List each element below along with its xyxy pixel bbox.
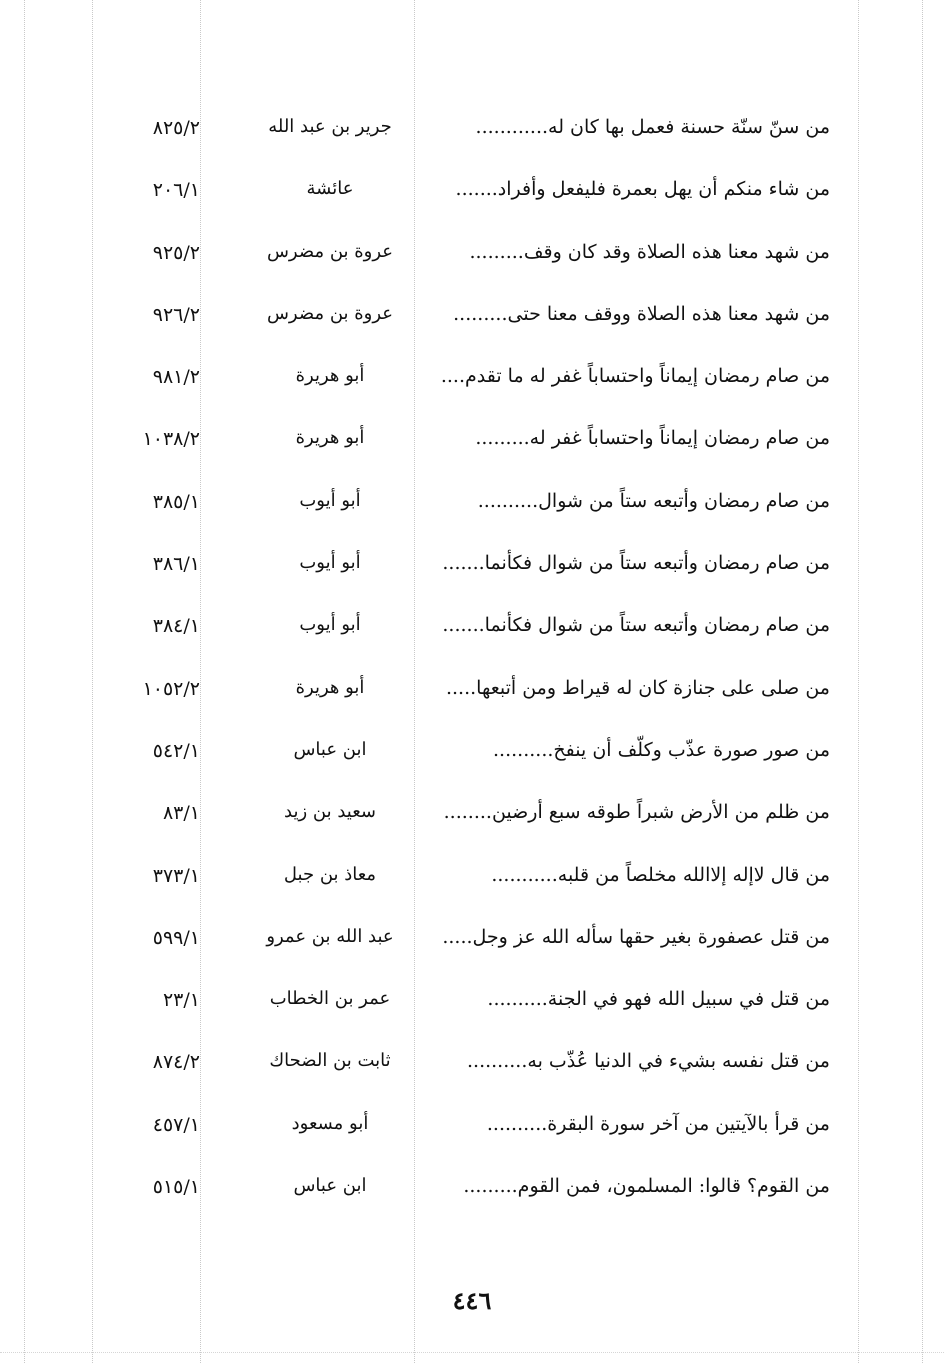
index-entry <box>100 725 830 787</box>
hadith-text: من قتل عصفورة بغير حقها سأله الله عز وجل..... <box>442 925 830 948</box>
narrator-name: عائشة <box>306 178 354 200</box>
hadith-text: من صام رمضان وأتبعه ستاً من شوال فكأنما....... <box>442 552 830 575</box>
volume-page-ref: ٢٠٦/١ <box>152 179 200 202</box>
hadith-text: من قال لاإله إلاالله مخلصاً من قلبه........... <box>491 863 830 886</box>
hadith-text: من صام رمضان إيماناً واحتساباً غفر له......... <box>475 427 830 450</box>
narrator-name: جرير بن عبد الله <box>268 116 392 137</box>
hadith-text: من ظلم من الأرض شبراً طوقه سبع أرضين........ <box>443 801 830 824</box>
page-number: ٤٤٦ <box>452 1286 492 1315</box>
narrator-name: أبو أيوب <box>299 489 361 511</box>
hadith-text: من قتل في سبيل الله فهو في الجنة.......... <box>487 988 830 1011</box>
volume-page-ref: ٣٨٦/١ <box>152 553 200 576</box>
narrator-name: أبو هريرة <box>295 676 365 698</box>
hadith-text: من شهد معنا هذه الصلاة وقد كان وقف......... <box>469 240 830 263</box>
narrator-name: عروة بن مضرس <box>266 240 394 262</box>
hadith-text: من سنّ سنّة حسنة فعمل بها كان له............ <box>475 116 830 138</box>
volume-page-ref: ٥٩٩/١ <box>152 926 200 949</box>
index-entry <box>100 850 830 912</box>
scan-guide-line <box>0 1352 944 1353</box>
narrator-name: ابن عباس <box>293 1175 367 1197</box>
scan-guide-line <box>92 0 93 1363</box>
volume-page-ref: ٩٨١/٢ <box>152 366 200 389</box>
hadith-text: من صام رمضان وأتبعه ستاً من شوال فكأنما....... <box>442 614 830 637</box>
index-entry <box>100 1036 830 1098</box>
hadith-text: من صام رمضان وأتبعه ستاً من شوال.......... <box>477 489 830 512</box>
scan-guide-line <box>922 0 923 1363</box>
scan-guide-line <box>858 0 859 1363</box>
index-entry <box>100 1099 830 1161</box>
volume-page-ref: ٣٨٤/١ <box>152 615 200 638</box>
index-entry <box>100 476 830 538</box>
index-entry <box>100 787 830 849</box>
hadith-text: من صلى على جنازة كان له قيراط ومن أتبعها..... <box>445 676 830 699</box>
volume-page-ref: ٥١٥/١ <box>152 1176 200 1199</box>
narrator-name: عمر بن الخطاب <box>269 988 391 1010</box>
index-entry <box>100 663 830 725</box>
index-entry <box>100 164 830 226</box>
volume-page-ref: ٣٧٣/١ <box>152 864 200 887</box>
hadith-text: من قرأ بالآيتين من آخر سورة البقرة.......... <box>486 1112 830 1135</box>
hadith-text: من شاء منكم أن يهل بعمرة فليفعل وأفراد....... <box>455 178 830 201</box>
index-entry <box>100 227 830 289</box>
volume-page-ref: ٢٣/١ <box>162 989 200 1012</box>
hadith-index-list <box>100 102 830 1223</box>
index-entry <box>100 351 830 413</box>
hadith-text: من القوم؟ قالوا: المسلمون، فمن القوم......... <box>463 1175 830 1198</box>
index-entry <box>100 289 830 351</box>
index-entry <box>100 1161 830 1223</box>
volume-page-ref: ٩٢٥/٢ <box>152 241 200 264</box>
volume-page-ref: ١٠٥٢/٢ <box>142 677 200 700</box>
narrator-name: عبد الله بن عمرو <box>266 925 394 947</box>
volume-page-ref: ٣٨٥/١ <box>152 490 200 513</box>
hadith-text: من صام رمضان إيماناً واحتساباً غفر له ما تقدم.... <box>440 365 830 388</box>
narrator-name: سعيد بن زيد <box>284 801 376 823</box>
index-entry <box>100 102 830 164</box>
narrator-name: أبو مسعود <box>291 1112 369 1134</box>
volume-page-ref: ٨٢٥/٢ <box>152 117 200 139</box>
scan-guide-line <box>24 0 25 1363</box>
volume-page-ref: ٩٢٦/٢ <box>152 303 200 326</box>
volume-page-ref: ٤٥٧/١ <box>152 1113 200 1136</box>
index-entry <box>100 413 830 475</box>
hadith-text: من قتل نفسه بشيء في الدنيا عُذّب به.......... <box>466 1050 830 1073</box>
index-entry <box>100 912 830 974</box>
hadith-text: من شهد معنا هذه الصلاة ووقف معنا حتى......... <box>453 302 830 325</box>
narrator-name: ثابت بن الضحاك <box>269 1050 391 1072</box>
narrator-name: عروة بن مضرس <box>266 302 394 324</box>
narrator-name: معاذ بن جبل <box>283 863 377 885</box>
narrator-name: أبو أيوب <box>299 614 361 636</box>
volume-page-ref: ٥٤٢/١ <box>152 739 200 762</box>
narrator-name: أبو هريرة <box>295 365 365 387</box>
index-entry <box>100 974 830 1036</box>
narrator-name: أبو هريرة <box>295 427 365 449</box>
volume-page-ref: ١٠٣٨/٢ <box>142 428 200 451</box>
index-entry <box>100 538 830 600</box>
volume-page-ref: ٨٣/١ <box>162 802 200 825</box>
narrator-name: أبو أيوب <box>299 552 361 574</box>
index-entry <box>100 600 830 662</box>
volume-page-ref: ٨٧٤/٢ <box>152 1051 200 1074</box>
narrator-name: ابن عباس <box>293 738 367 760</box>
hadith-text: من صور صورة عذّب وكلّف أن ينفخ.......... <box>493 738 830 761</box>
